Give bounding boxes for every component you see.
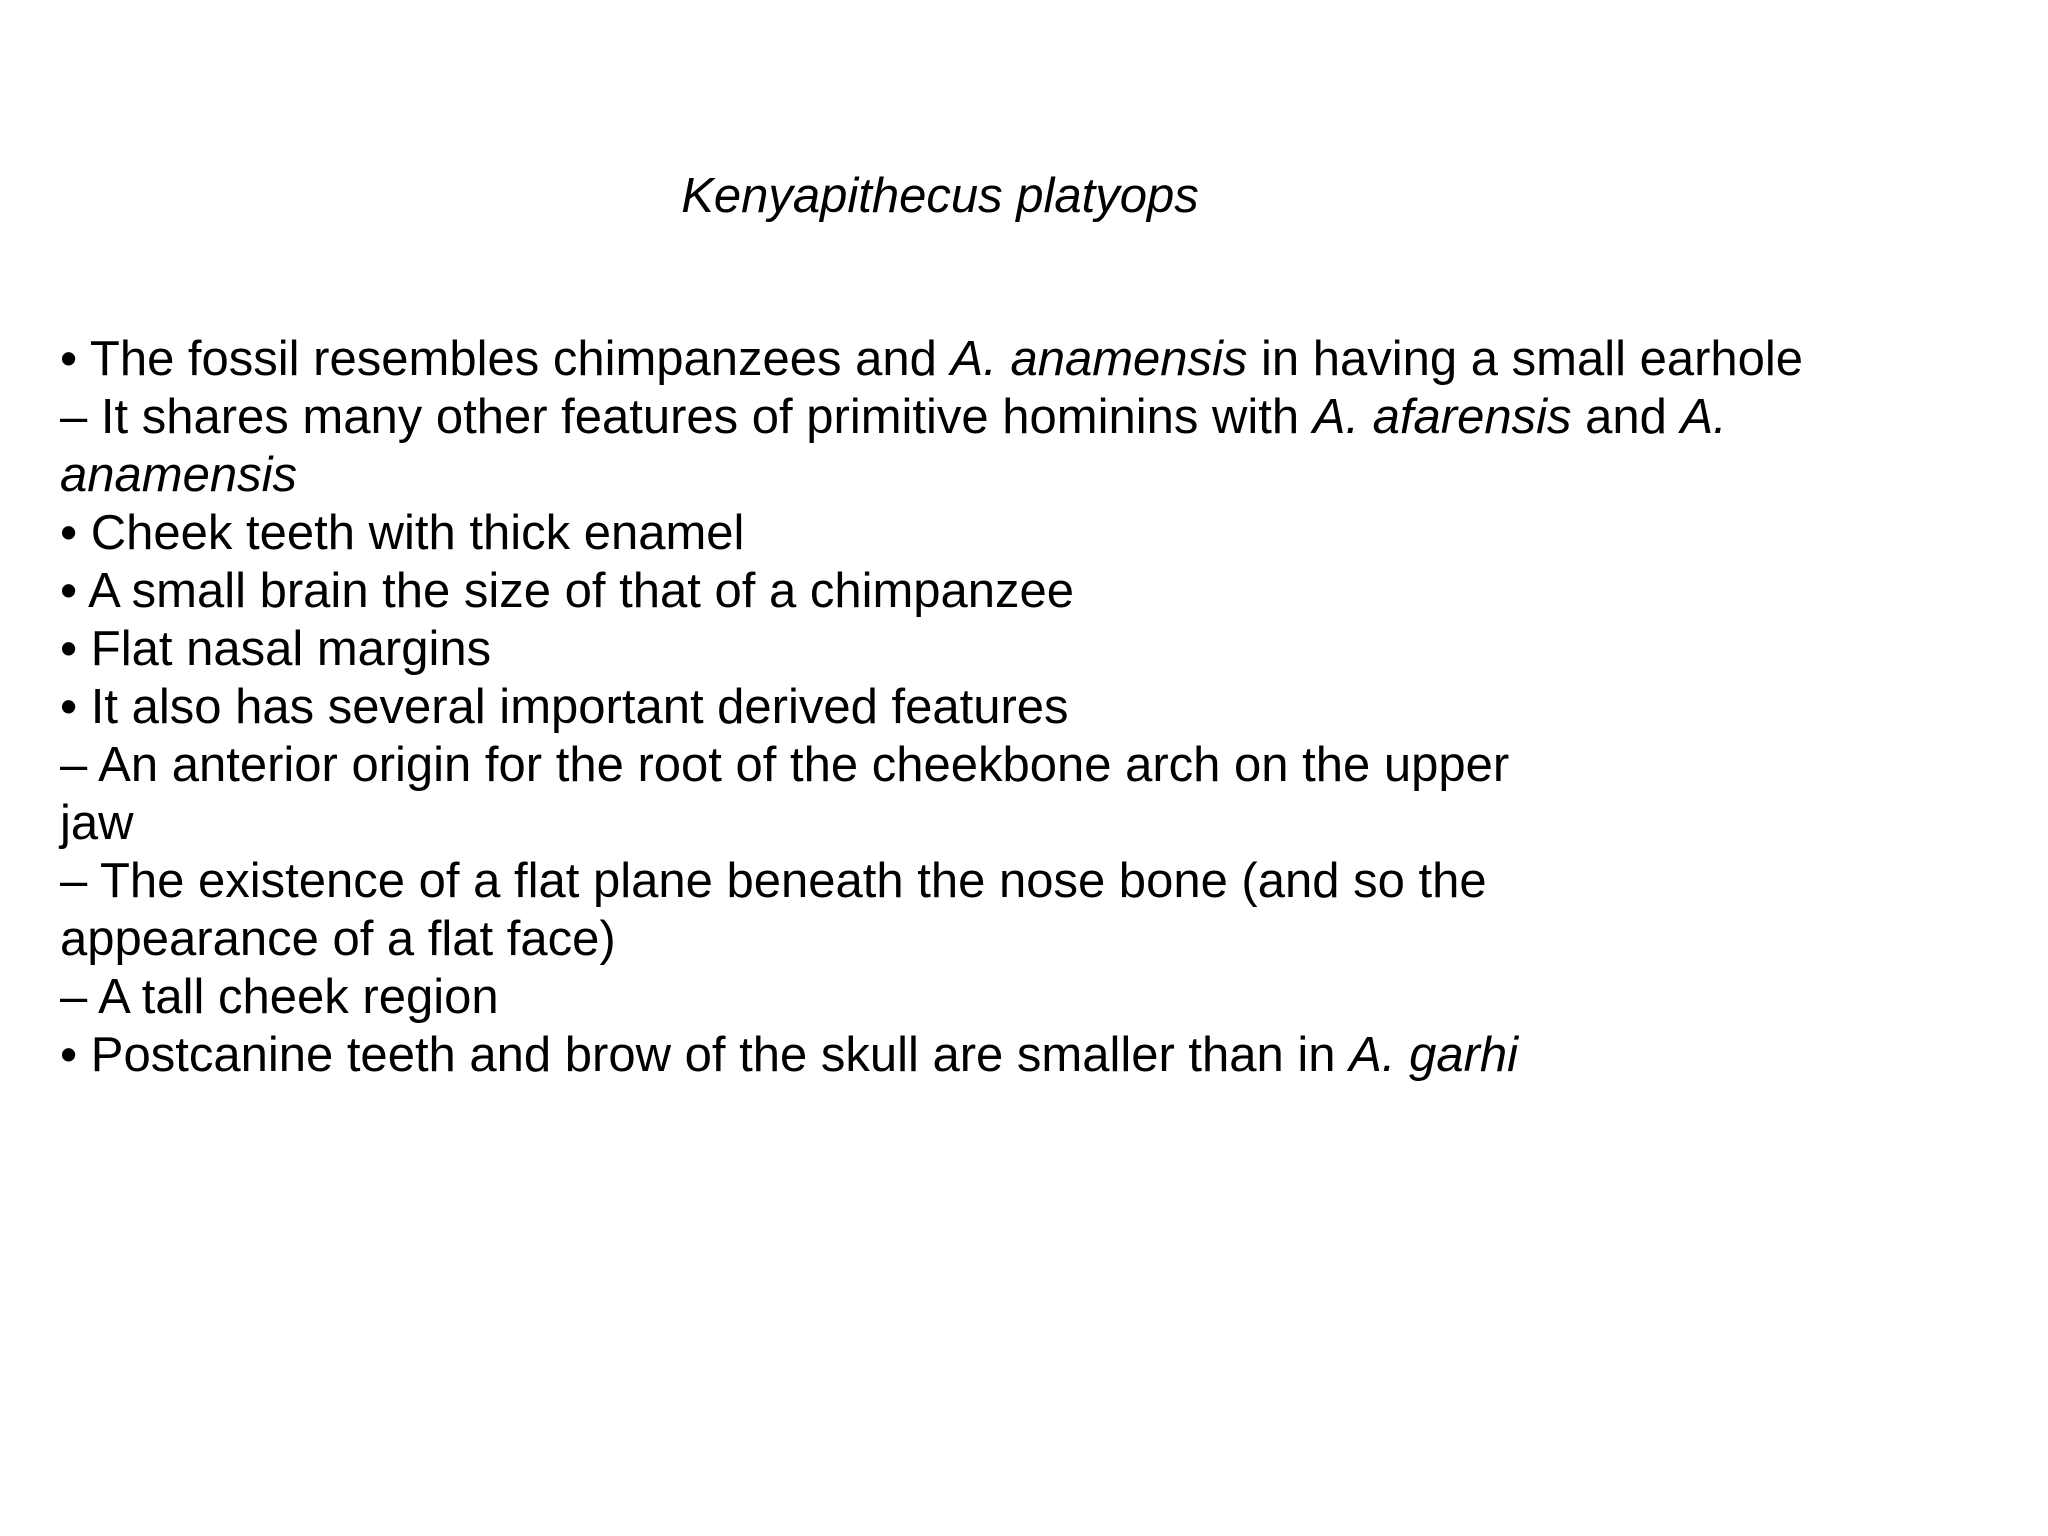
bullet-line: • Postcanine teeth and brow of the skull are smaller than in A. garhi	[60, 1028, 1519, 1082]
bullet-line: • A small brain the size of that of a chimpanzee	[60, 564, 1075, 618]
bullet-line: – A tall cheek region	[60, 970, 499, 1024]
bullet-line: appearance of a flat face)	[60, 912, 616, 966]
bullet-line: – It shares many other features of primitive hominins with A. afarensis and A.	[60, 390, 1727, 444]
bullet-line: anamensis	[60, 448, 297, 502]
bullet-line: • Cheek teeth with thick enamel	[60, 506, 745, 560]
bullet-line: – An anterior origin for the root of the cheekbone arch on the upper	[60, 738, 1510, 792]
bullet-line: jaw	[60, 796, 134, 850]
bullet-line: • The fossil resembles chimpanzees and A. anamensis in having a small earhole	[60, 332, 1804, 386]
bullet-line: • Flat nasal margins	[60, 622, 492, 676]
slide-body	[60, 330, 2000, 1084]
slide-title: Kenyapithecus platyops	[681, 169, 1199, 223]
bullet-line: – The existence of a flat plane beneath the nose bone (and so the	[60, 854, 1487, 908]
bullet-line: • It also has several important derived features	[60, 680, 1069, 734]
